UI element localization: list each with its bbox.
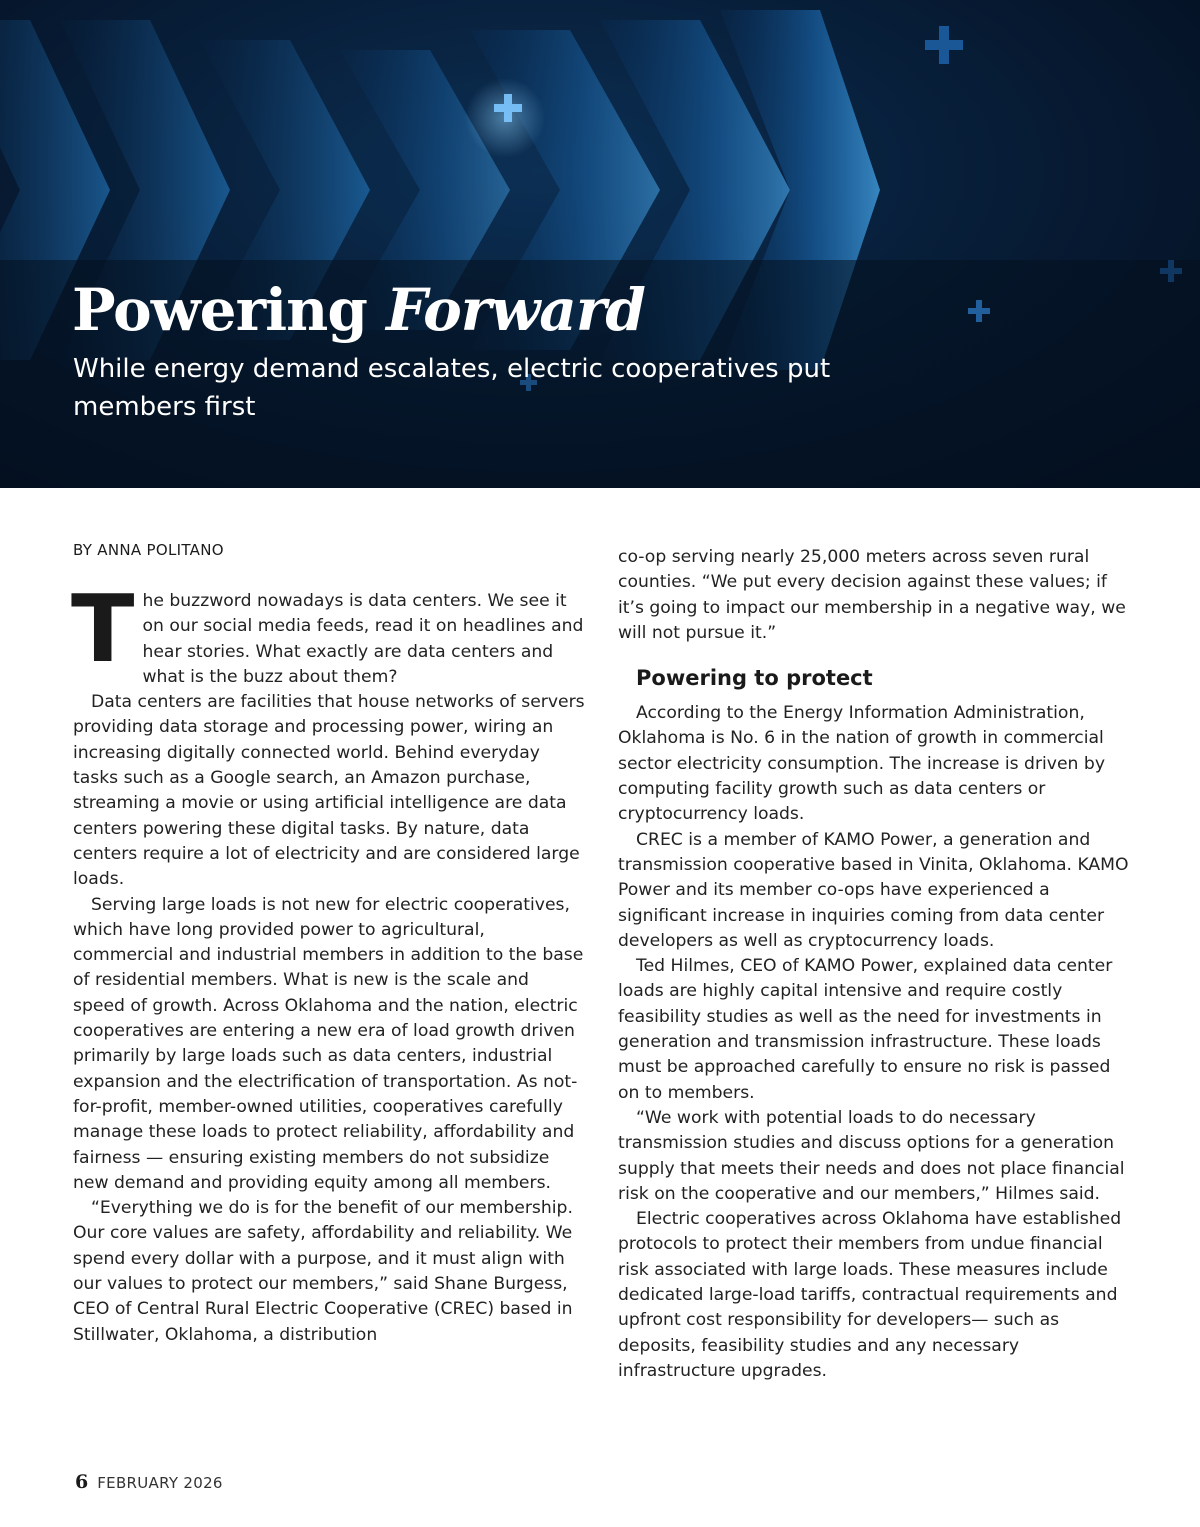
section-heading: Powering to protect xyxy=(636,666,873,691)
page-footer xyxy=(75,1471,223,1493)
paragraph: Serving large loads is not new for electric cooperatives, which have long provided power to agricultural, commercial and industrial members in addition to the base of residential members. What is new is the scale and speed of growth. Across Oklahoma and the nation, electric cooperatives are entering a new era of load growth driven primarily by large loads such as data centers, industrial expansion and the electrification of transportation. As not-for-profit, member-owned utilities, cooperatives carefully manage these loads to protect reliability, affordability and fairness — ensuring existing members do not subsidize new demand and providing equity among all members. xyxy=(73,894,584,1193)
paragraph: Ted Hilmes, CEO of KAMO Power, explained data center loads are highly capital intensive and require costly feasibility studies as well as the need for investments in generation and transmission infrastructure. These loads must be approached carefully to ensure no risk is passed on to members. xyxy=(618,956,1113,1103)
paragraph: CREC is a member of KAMO Power, a generation and transmission cooperative based in Vinita, Oklahoma. KAMO Power and its member co-ops have experienced a significant increase in inquiries coming from data center developers as well as cryptocurrency loads. xyxy=(618,829,1129,951)
title-main: Powering xyxy=(72,276,367,344)
paragraph-continued: co-op serving nearly 25,000 meters across seven rural counties. “We put every decision against these values; if it’s going to impact our membership in a negative way, we will not pursue it.” xyxy=(618,547,1126,643)
paragraph: Data centers are facilities that house networks of servers providing data storage and processing power, wiring an increasing digitally connected world. Behind everyday tasks such as a Google search, an Amazon purchase, streaming a movie or using artificial intelligence are data centers powering these digital tasks. By nature, data centers require a lot of electricity and are considered large loads. xyxy=(73,692,585,890)
hero-banner xyxy=(0,0,1200,488)
lead-text: he buzzword nowadays is data centers. We see it on our social media feeds, read it on headlines and hear stories. What exactly are data centers and what is the buzz about them? xyxy=(142,591,584,687)
title-emphasis: Forward xyxy=(386,276,645,344)
right-column xyxy=(618,545,1130,1384)
left-column xyxy=(71,575,585,1348)
paragraph: “Everything we do is for the benefit of our membership. Our core values are safety, affordability and reliability. We spend every dollar with a purpose, and it must align with our values to protect our members,” said Shane Burgess, CEO of Central Rural Electric Cooperative (CREC) based in Stillwater, Oklahoma, a distribution xyxy=(73,1198,573,1345)
page-number: 6 xyxy=(75,1471,89,1493)
article-subtitle: While energy demand escalates, electric cooperatives put members first xyxy=(73,354,831,422)
paragraph: “We work with potential loads to do necessary transmission studies and discuss options for a generation supply that meets their needs and does not place financial risk on the cooperative and our members,” Hilmes said. xyxy=(618,1107,1125,1204)
paragraph: According to the Energy Information Administration, Oklahoma is No. 6 in the nation of growth in commercial sector electricity consumption. The increase is driven by computing facility growth such as data centers or cryptocurrency loads. xyxy=(618,703,1105,825)
lead-paragraph xyxy=(71,575,585,690)
issue-date: FEBRUARY 2026 xyxy=(97,1474,223,1492)
dropcap: T xyxy=(71,575,135,683)
byline: BY ANNA POLITANO xyxy=(73,541,224,559)
article-title xyxy=(72,276,645,344)
paragraph: Electric cooperatives across Oklahoma have established protocols to protect their members from undue financial risk associated with large loads. These measures include dedicated large-load tariffs, contractual requirements and upfront cost responsibility for developers— such as deposits, feasibility studies and any necessary infrastructure upgrades. xyxy=(618,1209,1122,1381)
